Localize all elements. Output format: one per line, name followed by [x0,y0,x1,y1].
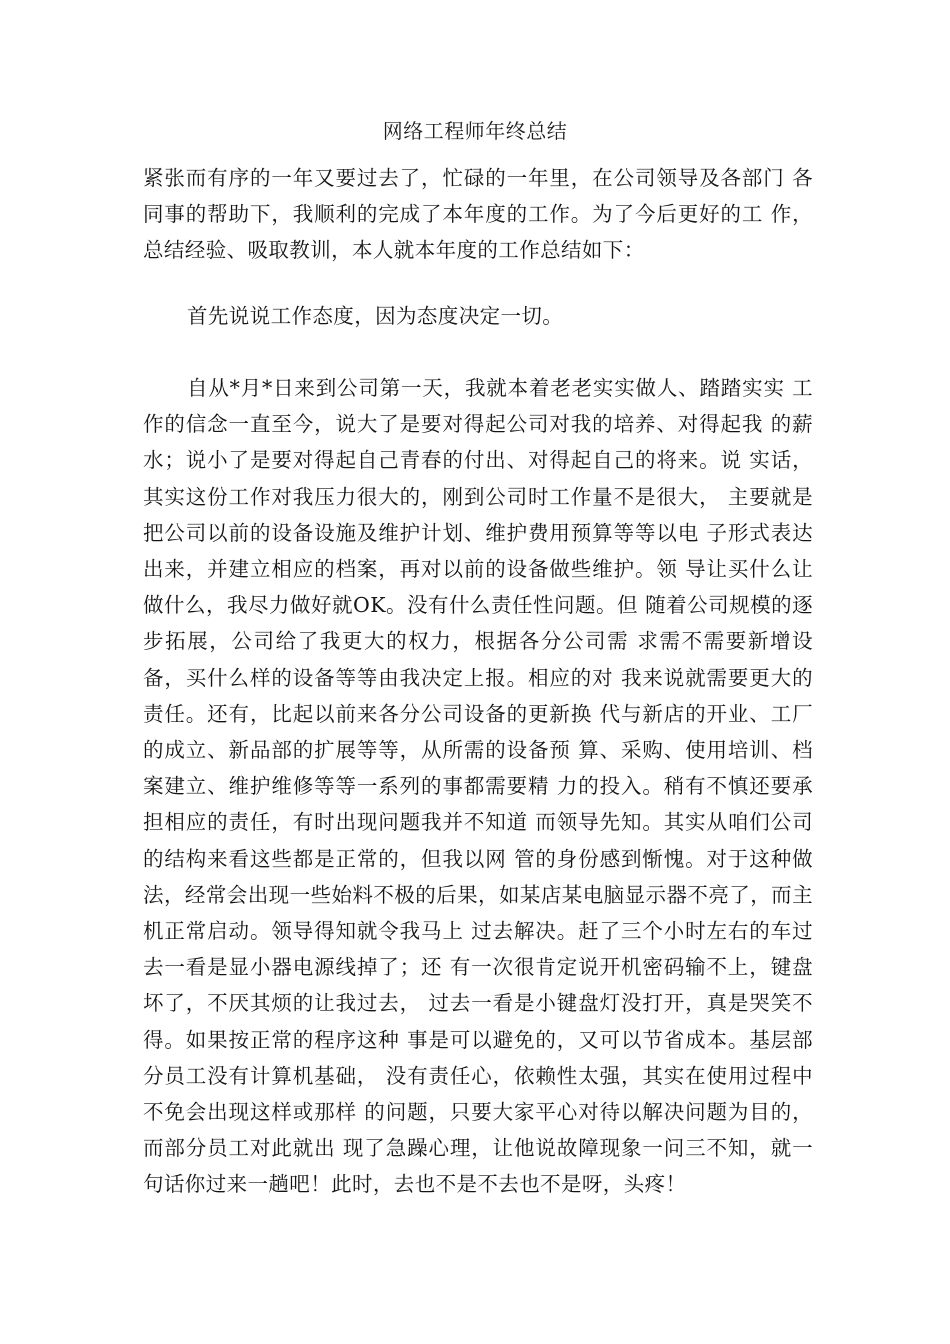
document-title: 网络工程师年终总结 [382,119,568,143]
paragraph-work-experience: 自从*月*日来到公司第一天，我就本着老老实实做人、踏踏实实 工作的信念一直至今，说大了是要对得起公司对我的培养、对得起我 的薪水；说小了是要对得起自己青春的付出、对得起自己的将来。说 实话，其实这份工作对我压力很大的，刚到公司时工作量不是很大， 主要就是把公司以前的设备设施及维护计划、维护费用预算等等以电 子形式表达出来，并建立相应的档案，再对以前的设备做些维护。领 导让买什么让做什么，我尽力做好就OK。没有什么责任性问题。但 随着公司规模的逐步拓展，公司给了我更大的权力，根据各分公司需 求需不需要新增设备，买什么样的设备等等由我决定上报。相应的对 我来说就需要更大的责任。还有，比起以前来各分公司设备的更新换 代与新店的开业、工厂的成立、新品部的扩展等等，从所需的设备预 算、采购、使用培训、档案建立、维护维修等等一系列的事都需要精 力的投入。稍有不慎还要承担相应的责任，有时出现问题我并不知道 而领导先知。其实从咱们公司的结构来看这些都是正常的，但我以网 管的身份感到惭愧。对于这种做法，经常会出现一些始料不极的后果，如某店某电脑显示器不亮了，而主机正常启动。领导得知就令我马上 过去解决。赶了三个小时左右的车过去一看是显小器电源线掉了；还 有一次很肯定说开机密码输不上，键盘坏了，不厌其烦的让我过去， 过去一看是小键盘灯没打开，真是哭笑不得。如果按正常的程序这种 事是可以避免的，又可以节省成本。基层部分员工没有计算机基础， 没有责任心，依赖性太强，其实在使用过程中不免会出现这样或那样 的问题，只要大家平心对待以解决问题为目的，而部分员工对此就出 现了急躁心理，让他说故障现象一问三不知，就一句话你过来一趟吧！此时，去也不是不去也不是呀，头疼！ [143,376,813,1197]
paragraph-intro: 紧张而有序的一年又要过去了，忙碌的一年里，在公司领导及各部门 各同事的帮助下，我顺利的完成了本年度的工作。为了今后更好的工 作，总结经验、吸取教训，本人就本年度的工作总结如下： [143,166,813,263]
paragraph-work-attitude: 首先说说工作态度，因为态度决定一切。 [187,304,564,328]
